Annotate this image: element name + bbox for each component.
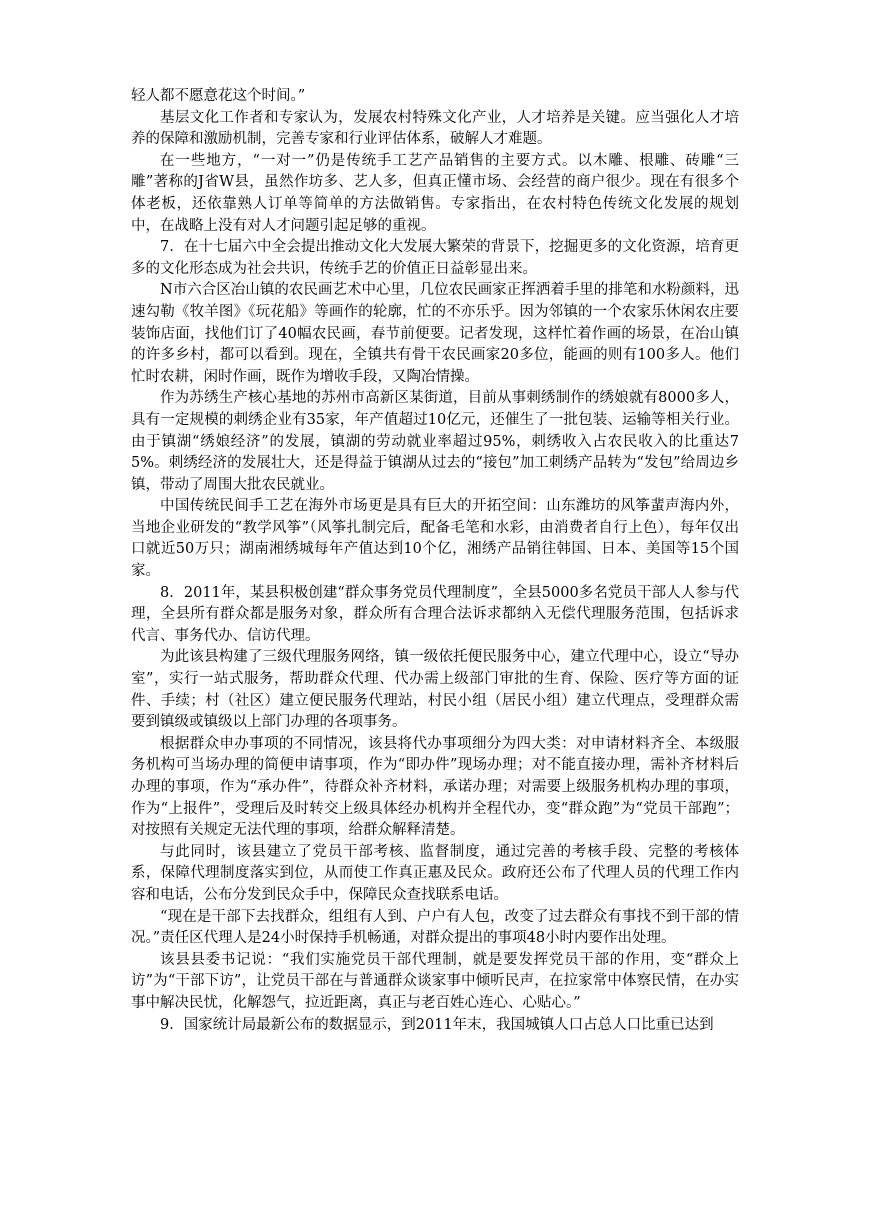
paragraph: 中国传统民间手工艺在海外市场更是具有巨大的开拓空间：山东潍坊的风筝蜚声海内外，当地企业研发的“教学风筝”（风筝扎制完后，配备毛笔和水彩，由消费者自行上色），每年仅出口就近50万只；湖南湘绣城每年产值达到10个亿，湘绣产品销往韩国、日本、美国等15个国家。 [131,498,739,580]
paragraph: 9．国家统计局最新公布的数据显示，到2011年末，我国城镇人口占总人口比重已达到 [160,1016,714,1033]
paragraph: 在一些地方，“一对一”仍是传统手工艺产品销售的主要方式。以木雕、根雕、砖雕“三雕”著称的J省W县，虽然作坊多、艺人多，但真正懂市场、会经营的商户很少。现在有很多个体老板，还依靠熟人订单等简单的方法做销售。专家指出，在农村特色传统文化发展的规划中，在战略上没有对人才问题引起足够的重视。 [131,152,739,234]
paragraph: 该县县委书记说：“我们实施党员干部代理制，就是要发挥党员干部的作用，变“群众上访”为“干部下访”，让党员干部在与普通群众谈家事中倾听民声，在拉家常中体察民情，在办实事中解决民忧，化解怨气，拉近距离，真正与老百姓心连心、心贴心。” [131,951,739,1011]
paragraph: N市六合区冶山镇的农民画艺术中心里，几位农民画家正挥洒着手里的排笔和水粉颜料，迅速勾勒《牧羊图》《玩花船》等画作的轮廓，忙的不亦乐乎。因为邻镇的一个农家乐休闲农庄要装饰店面，找他们订了40幅农民画，春节前便要。记者发现，这样忙着作画的场景，在冶山镇的许多乡村，都可以看到。现在，全镇共有骨干农民画家20多位，能画的则有100多人。他们忙时农耕，闲时作画，既作为增收手段，又陶冶情操。 [131,282,739,385]
paragraph: 作为苏绣生产核心基地的苏州市高新区某街道，目前从事刺绣制作的绣娘就有8000多人，具有一定规模的刺绣企业有35家，年产值超过10亿元，还催生了一批包装、运输等相关行业。由于镇湖“绣娘经济”的发展，镇湖的劳动就业率超过95%，刺绣收入占农民收入的比重达75%。刺绣经济的发展壮大，还是得益于镇湖从过去的“接包”加工刺绣产品转为“发包”给周边乡镇，带动了周围大批农民就业。 [131,390,739,493]
paragraph: 8．2011年，某县积极创建“群众事务党员代理制度”，全县5000多名党员干部人人参与代理，全县所有群众都是服务对象，群众所有合理合法诉求都纳入无偿代理服务范围，包括诉求代言、事务代办、信访代理。 [131,584,739,644]
paragraph: 轻人都不愿意花这个时间。” [131,88,306,104]
paragraph: 根据群众申办事项的不同情况，该县将代办事项细分为四大类：对申请材料齐全、本级服务机构可当场办理的简便申请事项，作为“即办件”现场办理；对不能直接办理，需补齐材料后办理的事项，作为“承办件”，待群众补齐材料，承诺办理；对需要上级服务机构办理的事项，作为“上报件”，受理后及时转交上级具体经办机构并全程代办，变“群众跑”为“党员干部跑”；对按照有关规定无法代理的事项，给群众解释清楚。 [131,735,739,839]
paragraph: 基层文化工作者和专家认为，发展农村特殊文化产业，人才培养是关键。应当强化人才培养的保障和激励机制，完善专家和行业评估体系，破解人才难题。 [131,109,739,148]
document-body [131,86,739,1036]
paragraph: “现在是干部下去找群众，组组有人到、户户有人包，改变了过去群众有事找不到干部的情况。”责任区代理人是24小时保持手机畅通，对群众提出的事项48小时内要作出处理。 [131,908,739,947]
paragraph: 为此该县构建了三级代理服务网络，镇一级依托便民服务中心，建立代理中心，设立“导办室”，实行一站式服务，帮助群众代理、代办需上级部门审批的生育、保险、医疗等方面的证件、手续；村（社区）建立便民服务代理站，村民小组（居民小组）建立代理点，受理群众需要到镇级或镇级以上部门办理的各项事务。 [131,649,739,731]
paragraph: 与此同时，该县建立了党员干部考核、监督制度，通过完善的考核手段、完整的考核体系，保障代理制度落实到位，从而使工作真正惠及民众。政府还公布了代理人员的代理工作内容和电话，公布分发到民众手中，保障民众查找联系电话。 [131,843,739,903]
paragraph: 7．在十七届六中全会提出推动文化大发展大繁荣的背景下，挖掘更多的文化资源，培育更多的文化形态成为社会共识，传统手艺的价值正日益彰显出来。 [131,239,739,277]
